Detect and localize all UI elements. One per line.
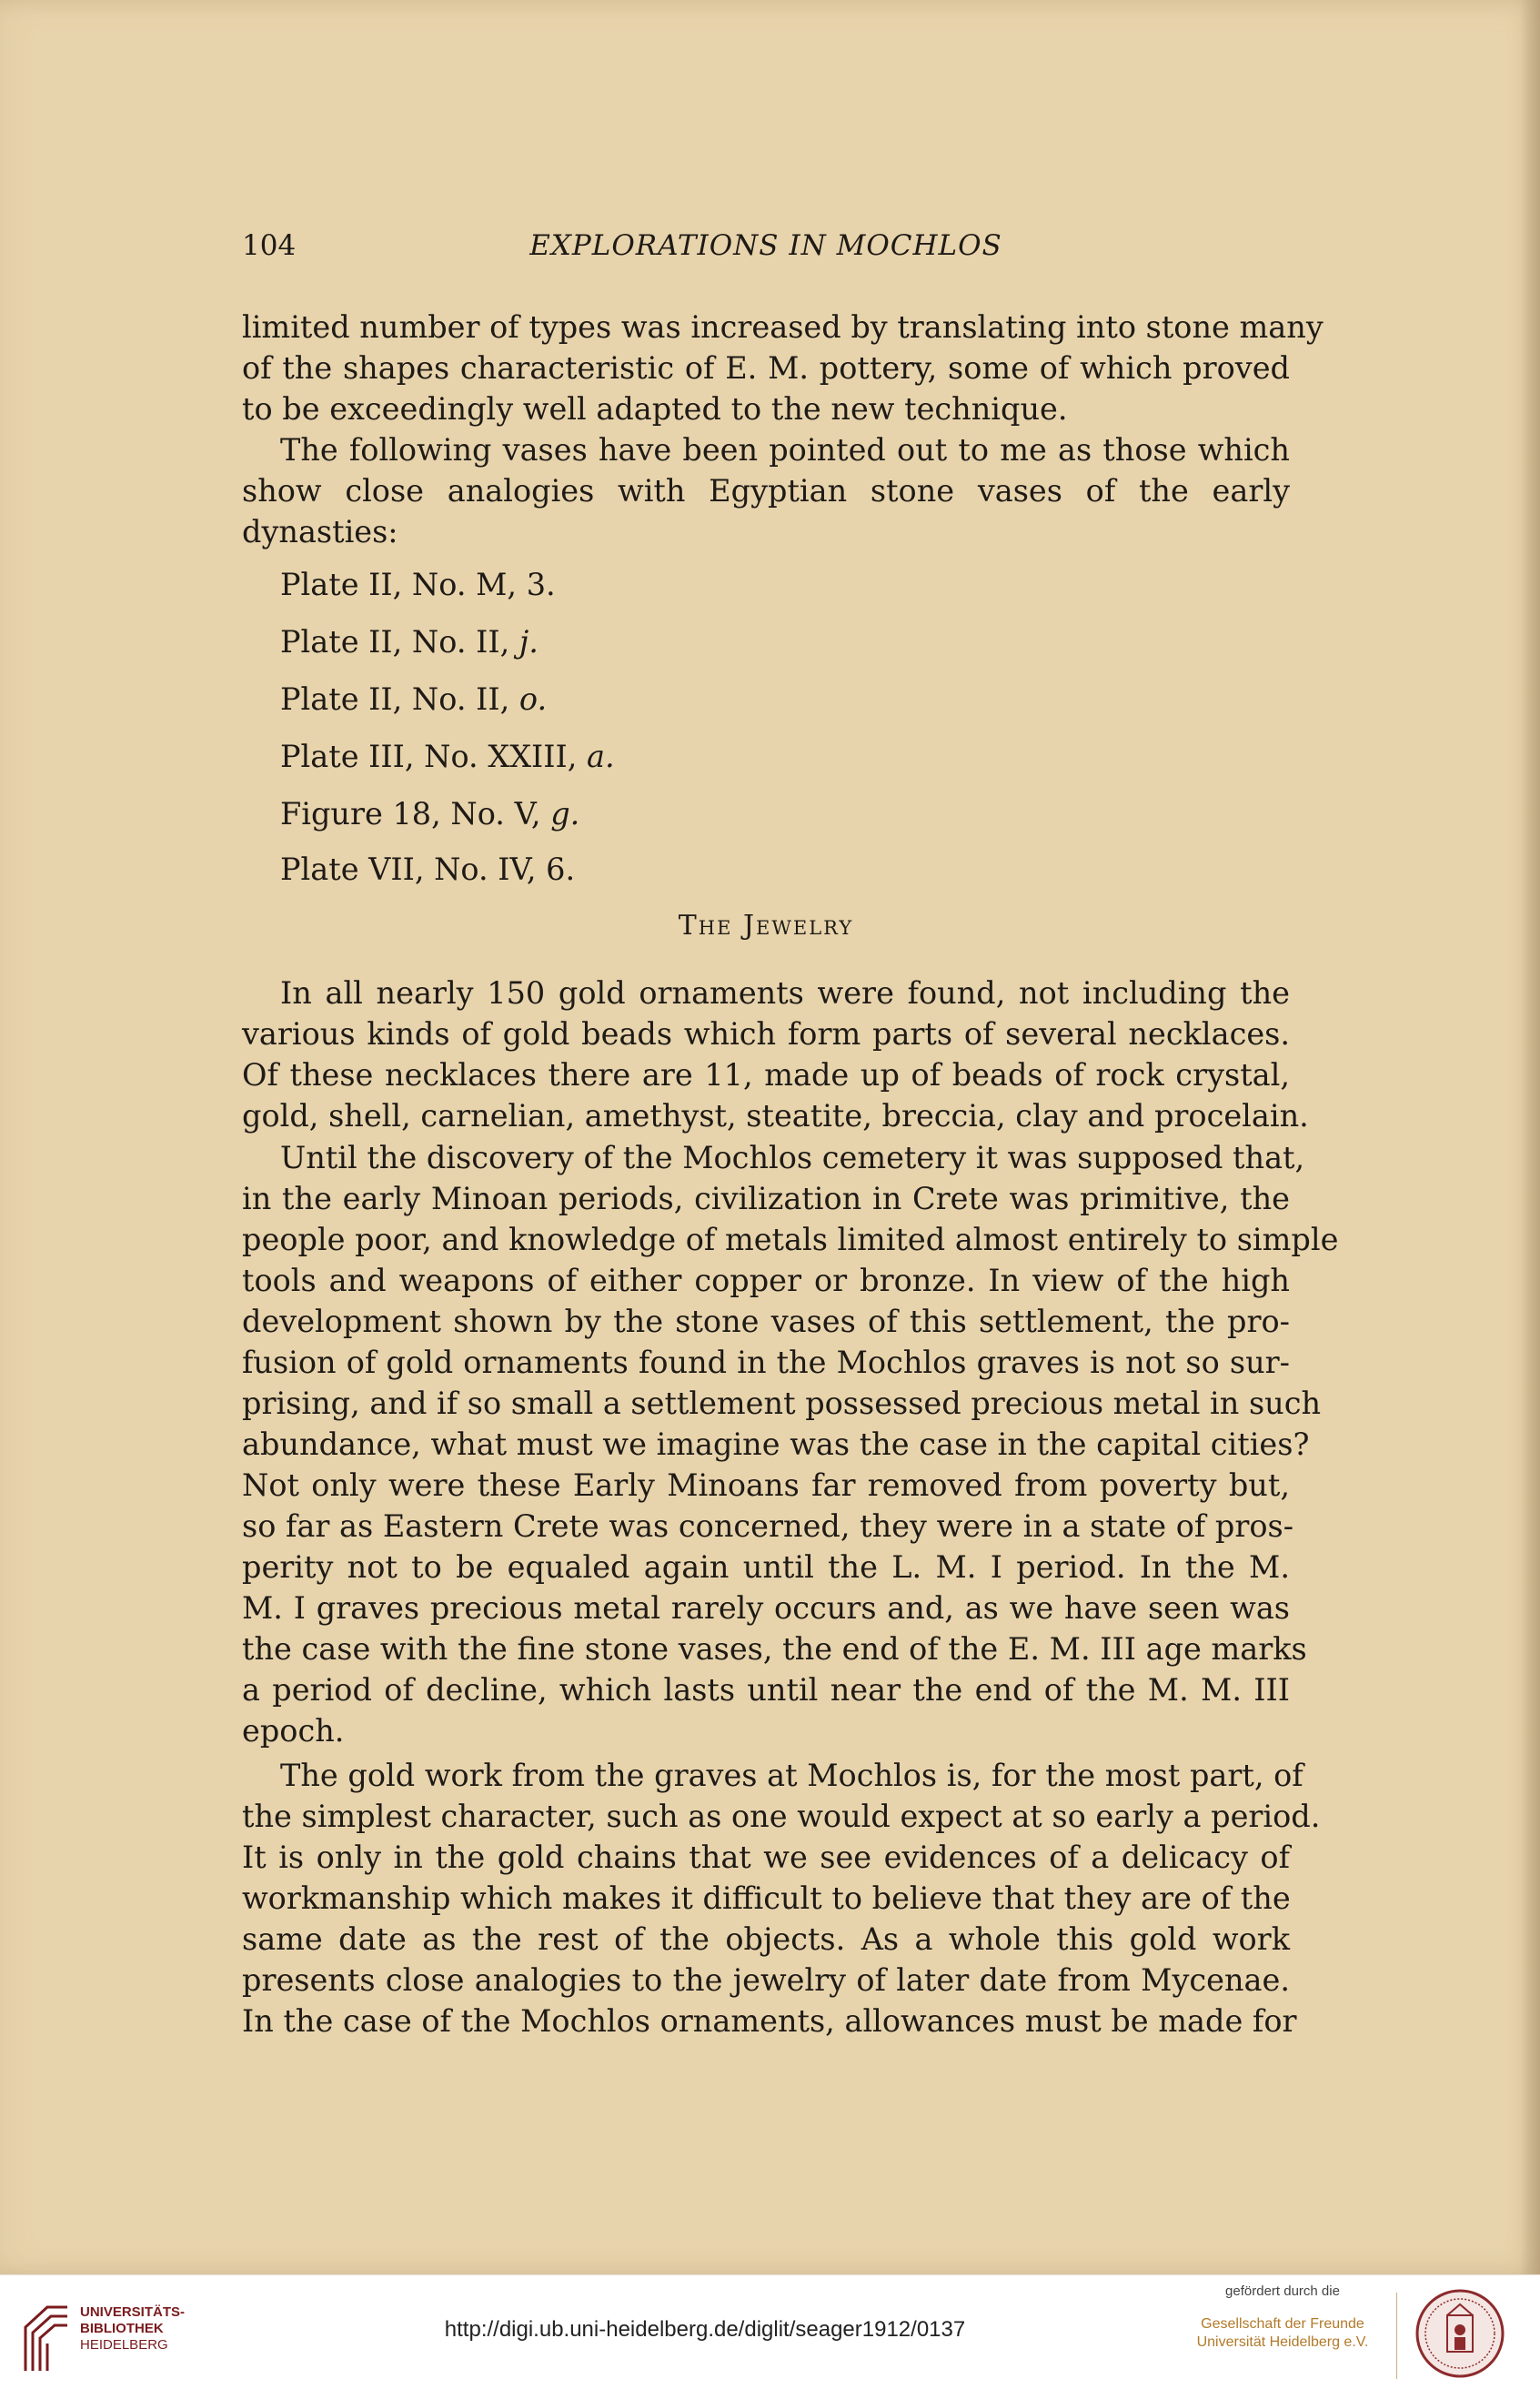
text-line: various kinds of gold beads which form parts of several necklaces. bbox=[242, 1016, 1290, 1052]
library-name-line: HEIDELBERG bbox=[80, 2337, 168, 2353]
text-line: M. I graves precious metal rarely occurs and, as we have seen was bbox=[242, 1590, 1290, 1626]
text-line: epoch. bbox=[242, 1713, 345, 1749]
plate-reference: Plate III, No. XXIII, a. bbox=[280, 739, 615, 774]
text-line: It is only in the gold chains that we see evidences of a delicacy of bbox=[242, 1840, 1290, 1875]
funded-by-label: gefördert durch die bbox=[1225, 2283, 1340, 2299]
library-logo-icon bbox=[20, 2300, 73, 2373]
sponsor-name-line: Gesellschaft der Freunde bbox=[1201, 2316, 1364, 2332]
text-line: of the shapes characteristic of E. M. pottery, some of which proved bbox=[242, 350, 1290, 386]
text-line: In all nearly 150 gold ornaments were found, not including the bbox=[280, 975, 1290, 1011]
text-line: abundance, what must we imagine was the case in the capital cities? bbox=[242, 1426, 1310, 1462]
text-line: tools and weapons of either copper or bronze. In view of the high bbox=[242, 1263, 1290, 1298]
text-line: people poor, and knowledge of metals limited almost entirely to simple bbox=[242, 1222, 1339, 1257]
text-line: limited number of types was increased by translating into stone many bbox=[242, 309, 1324, 345]
source-url-link[interactable]: http://digi.ub.uni-heidelberg.de/diglit/seager1912/0137 bbox=[444, 2317, 966, 2342]
section-heading: The Jewelry bbox=[678, 910, 854, 942]
plate-reference: Plate VII, No. IV, 6. bbox=[280, 852, 576, 887]
sponsor-name bbox=[1178, 2315, 1387, 2352]
university-seal-icon bbox=[1414, 2288, 1505, 2379]
text-line: Of these necklaces there are 11, made up of beads of rock crystal, bbox=[242, 1057, 1290, 1093]
page-number: 104 bbox=[242, 229, 297, 262]
plate-reference: Plate II, No. II, o. bbox=[280, 681, 548, 717]
text-line: in the early Minoan periods, civilization in Crete was primitive, the bbox=[242, 1181, 1290, 1216]
footer-divider bbox=[1396, 2293, 1397, 2379]
text-line: the case with the fine stone vases, the end of the E. M. III age marks bbox=[242, 1631, 1307, 1667]
text-line: perity not to be equaled again until the L. M. I period. In the M. bbox=[242, 1549, 1290, 1585]
library-name bbox=[80, 2304, 185, 2354]
text-line: workmanship which makes it difficult to believe that they are of the bbox=[242, 1880, 1291, 1916]
text-line: prising, and if so small a settlement possessed precious metal in such bbox=[242, 1386, 1322, 1421]
plate-reference: Figure 18, No. V, g. bbox=[280, 796, 580, 832]
text-line: so far as Eastern Crete was concerned, they were in a state of pros- bbox=[242, 1508, 1294, 1544]
text-line: fusion of gold ornaments found in the Mochlos graves is not so sur- bbox=[242, 1345, 1290, 1380]
library-name-line: UNIVERSITÄTS- bbox=[80, 2304, 186, 2320]
plate-reference: Plate II, No. M, 3. bbox=[280, 567, 556, 602]
running-title: EXPLORATIONS IN MOCHLOS bbox=[529, 229, 1002, 262]
text-line: gold, shell, carnelian, amethyst, steatite, breccia, clay and procelain. bbox=[242, 1098, 1309, 1134]
text-line: The following vases have been pointed out to me as those which bbox=[280, 432, 1290, 468]
text-line: development shown by the stone vases of this settlement, the pro- bbox=[242, 1304, 1290, 1339]
text-line: same date as the rest of the objects. As a whole this gold work bbox=[242, 1921, 1290, 1957]
text-line: The gold work from the graves at Mochlos is, for the most part, of bbox=[280, 1758, 1303, 1793]
text-line: presents close analogies to the jewelry of later date from Mycenae. bbox=[242, 1962, 1290, 1998]
text-line: show close analogies with Egyptian stone vases of the early bbox=[242, 473, 1290, 509]
text-line: dynasties: bbox=[242, 514, 398, 549]
library-name-line: BIBLIOTHEK bbox=[80, 2321, 164, 2336]
text-line: In the case of the Mochlos ornaments, allowances must be made for bbox=[242, 2003, 1297, 2039]
plate-reference: Plate II, No. II, j. bbox=[280, 624, 538, 660]
text-line: to be exceedingly well adapted to the new technique. bbox=[242, 391, 1068, 427]
text-line: Until the discovery of the Mochlos cemetery it was supposed that, bbox=[280, 1140, 1305, 1175]
text-line: the simplest character, such as one would expect at so early a period. bbox=[242, 1799, 1321, 1834]
text-line: a period of decline, which lasts until near the end of the M. M. III bbox=[242, 1672, 1290, 1708]
text-line: Not only were these Early Minoans far removed from poverty but, bbox=[242, 1467, 1290, 1503]
sponsor-name-line: Universität Heidelberg e.V. bbox=[1196, 2334, 1369, 2350]
